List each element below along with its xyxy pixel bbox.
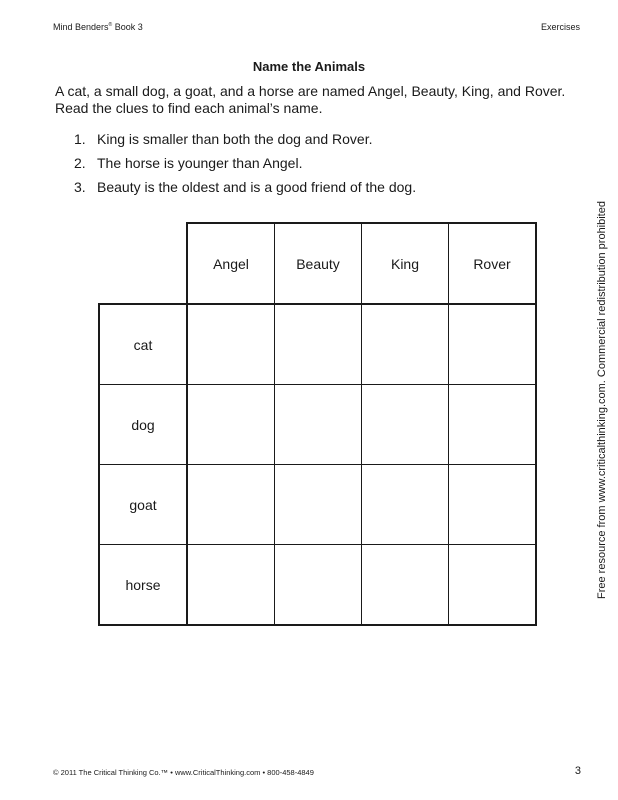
- grid-cell[interactable]: [187, 545, 275, 626]
- clue-text: Beauty is the oldest and is a good friend of the dog.: [97, 179, 417, 195]
- grid-cell[interactable]: [449, 545, 537, 626]
- grid-row-cat: [99, 304, 536, 385]
- clue-item: [74, 179, 416, 203]
- grid-cell[interactable]: [187, 465, 275, 545]
- page-title: Name the Animals: [252, 59, 366, 74]
- grid-cell[interactable]: [362, 545, 449, 626]
- grid-row-goat: [99, 465, 536, 545]
- clue-item: [74, 131, 416, 155]
- grid-cell[interactable]: [275, 385, 362, 465]
- clue-number: 2.: [74, 155, 86, 171]
- clue-list: [74, 131, 416, 203]
- grid-cell[interactable]: [449, 465, 537, 545]
- registered-mark: ®: [108, 22, 113, 28]
- column-header-rover: Rover: [449, 223, 537, 304]
- row-header-horse: horse: [99, 545, 187, 626]
- clue-text: King is smaller than both the dog and Rover.: [97, 131, 373, 147]
- grid-cell[interactable]: [275, 304, 362, 385]
- row-header-dog: dog: [99, 385, 187, 465]
- column-header-beauty: Beauty: [275, 223, 362, 304]
- page-number: 3: [574, 765, 581, 777]
- copyright-footer: © 2011 The Critical Thinking Co.™ • www.CriticalThinking.com • 800-458-4849: [53, 768, 314, 777]
- book-title-header: [53, 22, 143, 32]
- grid-row-dog: [99, 385, 536, 465]
- column-header-angel: Angel: [187, 223, 275, 304]
- column-header-king: King: [362, 223, 449, 304]
- clue-item: [74, 155, 416, 179]
- intro-paragraph: A cat, a small dog, a goat, and a horse are named Angel, Beauty, King, and Rover. Read the clues to find each animal’s name.: [55, 83, 566, 116]
- clue-text: The horse is younger than Angel.: [97, 155, 303, 171]
- grid-cell[interactable]: [449, 385, 537, 465]
- grid-row-horse: [99, 545, 536, 626]
- grid-cell[interactable]: [275, 545, 362, 626]
- redistribution-notice: Free resource from www.criticalthinking.com. Commercial redistribution prohibited: [596, 201, 608, 599]
- grid-cell[interactable]: [187, 385, 275, 465]
- grid-cell[interactable]: [187, 304, 275, 385]
- clue-number: 3.: [74, 179, 86, 195]
- grid-corner: [99, 223, 187, 304]
- grid-cell[interactable]: [362, 465, 449, 545]
- row-header-goat: goat: [99, 465, 187, 545]
- logic-grid: [98, 222, 537, 626]
- grid-cell[interactable]: [275, 465, 362, 545]
- grid-cell[interactable]: [449, 304, 537, 385]
- grid-cell[interactable]: [362, 385, 449, 465]
- section-label: Exercises: [540, 22, 580, 32]
- book-number: Book 3: [112, 22, 143, 32]
- grid-header-row: [99, 223, 536, 304]
- clue-number: 1.: [74, 131, 86, 147]
- grid-cell[interactable]: [362, 304, 449, 385]
- row-header-cat: cat: [99, 304, 187, 385]
- book-title: Mind Benders: [53, 22, 109, 32]
